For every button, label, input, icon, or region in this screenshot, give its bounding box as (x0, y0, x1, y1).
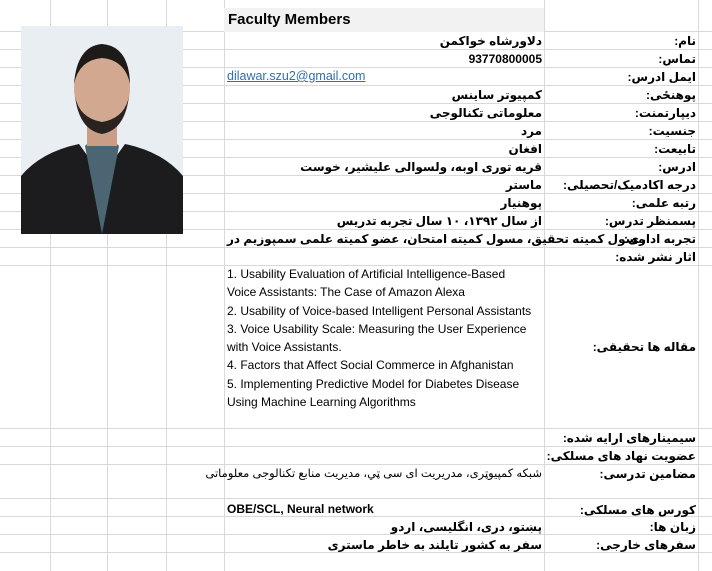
label-languages: زبان ها: (649, 520, 696, 534)
profile-photo (21, 26, 183, 234)
value-gender: مرد (520, 124, 542, 138)
article-item: 4. Factors that Affect Social Commerce in Afghanistan (227, 358, 514, 373)
label-subjects: مضامین تدرسی: (599, 467, 696, 481)
label-courses: کورس های مسلکی: (579, 503, 696, 517)
value-department: معلوماتی تکنالوجی (429, 106, 542, 120)
article-item: 2. Usability of Voice-based Intelligent Personal Assistants (227, 303, 532, 318)
label-department: دیپارتمنت: (634, 106, 696, 120)
label-faculty: پوهنځی: (645, 88, 696, 102)
email-link[interactable]: dilawar.szu2@gmail.com (227, 69, 366, 83)
page-title: Faculty Members (228, 11, 351, 28)
label-teaching-background: پسمنظر تدرس: (604, 214, 696, 228)
value-rank: پوهنیار (500, 196, 542, 210)
value-languages: پښتو، دری، انگلیسی، اردو (390, 520, 542, 534)
article-item: 3. Voice Usability Scale: Measuring the User Experience with Voice Assistants. (227, 321, 527, 355)
label-memberships: عضویت نهاد های مسلکی: (546, 449, 696, 463)
value-address: قریه توری اوبه، ولسوالی علیشیر، خوست (300, 160, 542, 174)
label-rank: رتبه علمی: (631, 196, 696, 210)
value-travel: سفر به کشور تایلند به خاطر ماستری (327, 538, 542, 552)
value-courses: OBE/SCL, Neural network (227, 502, 374, 516)
label-gender: جنسیت: (648, 124, 696, 138)
value-name: دلاورشاه خواکمن (439, 34, 542, 48)
article-item: 5. Implementing Predictive Model for Diabetes Disease Using Machine Learning Algorithms (227, 376, 520, 410)
label-published: اثار نشر شده: (615, 250, 696, 264)
label-name: نام: (674, 34, 696, 48)
label-nationality: تابیعت: (654, 142, 696, 156)
label-address: ادرس: (658, 160, 696, 174)
label-contact: تماس: (658, 52, 696, 66)
value-subjects: شبکه کمپیوټری، مدریریت ای سی ټي، مدیریت منابع تکنالوجی معلوماتی (205, 468, 542, 480)
label-email: ایمل ادرس: (627, 70, 696, 84)
label-degree: درجه اکادمیک/تحصیلی: (563, 178, 696, 192)
value-contact: 93770800005 (468, 52, 542, 66)
value-faculty: کمپیوتر ساینس (451, 88, 542, 102)
value-degree: ماستر (505, 178, 542, 192)
articles-list (227, 265, 537, 411)
label-seminars: سیمینارهای ارایه شده: (562, 431, 696, 445)
label-admin-experience: تجربه اداری: (623, 232, 696, 246)
article-item: 1. Usability Evaluation of Artificial Intelligence-Based Voice Assistants: The Case of Amazon Alexa (227, 267, 506, 300)
value-teaching-background: از سال ۱۳۹۲، ۱۰ سال تجربه تدریس (336, 214, 542, 228)
label-travel: سفرهای خارجی: (596, 538, 696, 552)
label-articles: مقاله ها تحقیقی: (592, 340, 696, 354)
value-nationality: افغان (508, 142, 542, 156)
value-admin-experience: مسول کمیته تحقیق، مسول کمیته امتحان، عضو کمیته علمی سمپوزیم در (227, 232, 646, 246)
